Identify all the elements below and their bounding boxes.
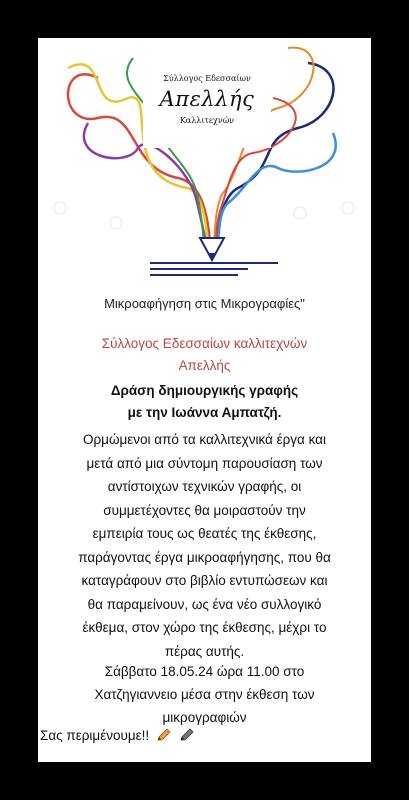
activity-title-line-2: με την Ιωάννα Αμπατζή. [127,405,282,420]
description-line: θα παραμείνουν, ως ένα νέο συλλογικό [87,596,322,612]
description-line: Ορμώμενοι από τα καλλιτεχνικά έργα και [83,432,326,447]
event-location-line: Χατζηγιαννειο μέσα στην έκθεση των [94,687,315,702]
description-line: συμμετέχοντες θα μοιραστούν την [103,502,306,518]
description-line: μετά από μια σύντομη παρουσίαση των [86,455,323,471]
description-line: έκθεμα, στον χώρο της έκθεσης, μέχρι το [82,620,327,635]
organizer-line-2: Απελλής [178,358,231,373]
logo-top-text: Σύλλογος Εδεσσαίων [163,74,251,83]
closing-line [40,728,195,743]
description-line: πέρας αυτής. [164,643,245,659]
event-date-line: Σάββατο 18.05.24 ώρα 11.00 στο [104,664,305,679]
pencil-icon [156,728,172,742]
organizer-line-1: Σύλλογος Εδεσσαίων καλλιτεχνών [101,336,308,351]
event-details [38,660,371,729]
post-image [38,38,371,762]
logo-main-text: Απελλής [159,87,255,111]
closing-text: Σας περιμένουμε!! [40,728,150,743]
description-line: καταγράφουν στο βιβλίο εντυπώσεων και [81,573,328,588]
association-logo [143,66,271,148]
logo-illustration [38,38,371,283]
logo-bottom-text: Καλλιτεχνών [179,116,235,125]
description-line: παράγοντας έργα μικροαφήγησης, που θα [78,549,331,565]
description-paragraph [38,428,371,663]
activity-title-line-1: Δράση δημιουργικής γραφής [110,383,299,398]
event-location-line-2: μικρογραφιών [162,710,247,725]
description-line: εμπειρία τους ως θεατές της έκθεσης, [92,526,317,541]
event-subtitle: Μικροαφήγηση στις Μικρογραφίες" [104,296,305,311]
description-line: αντίστοιχων τεχνικών γραφής, οι [107,479,302,494]
pen-icon [179,728,195,742]
